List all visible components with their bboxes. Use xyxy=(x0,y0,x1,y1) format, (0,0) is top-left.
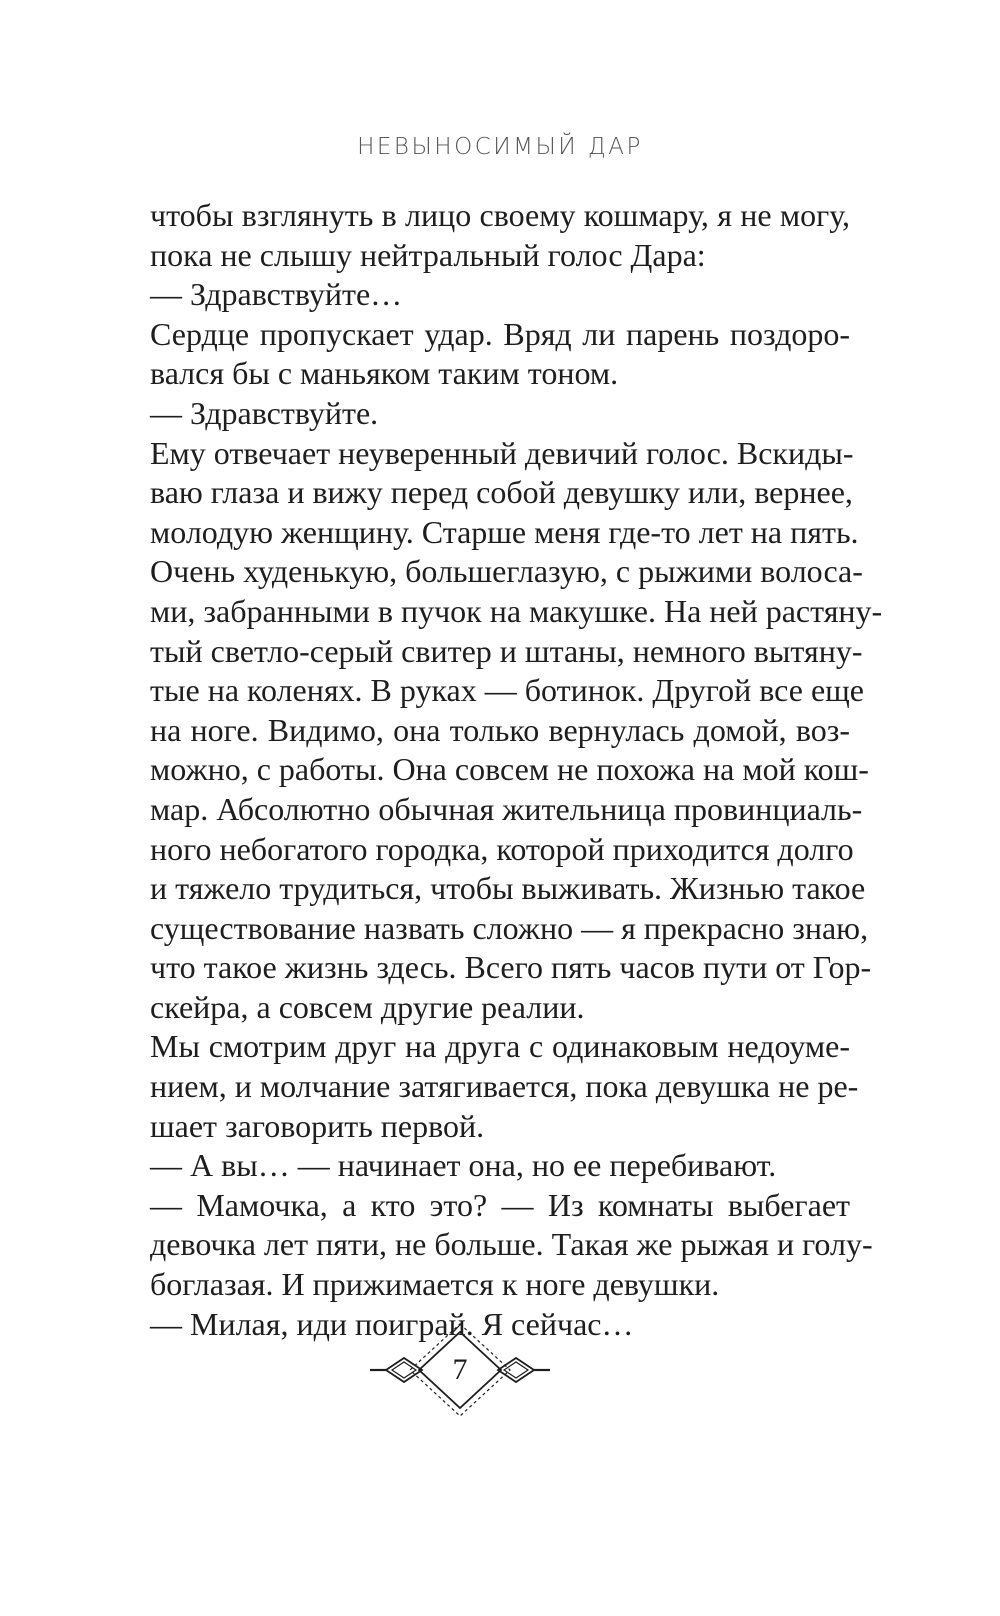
text-line: — Мамочка, а кто это? — Из комнаты выбегает xyxy=(150,1186,850,1223)
text-line: Очень худенькую, большеглазую, с рыжими волоса- xyxy=(150,553,863,590)
text-line: можно, с работы. Она совсем не похожа на мой кош- xyxy=(150,751,869,788)
text-line: — А вы… — начинает она, но ее перебивают. xyxy=(150,1147,777,1184)
text-line: скейра, а совсем другие реалии. xyxy=(150,988,585,1025)
text-line: что такое жизнь здесь. Всего пять часов пути от Гор- xyxy=(150,949,872,986)
text-line: на ноге. Видимо, она только вернулась домой, воз- xyxy=(150,711,850,748)
text-line: пока не слышу нейтральный голос Дара: xyxy=(150,236,706,273)
page-number: 7 xyxy=(452,1353,468,1386)
text-line: — Здравствуйте… xyxy=(150,276,403,313)
body-text xyxy=(150,196,883,1344)
text-line: шает заговорить первой. xyxy=(150,1107,485,1144)
text-line: — Здравствуйте. xyxy=(150,394,379,431)
text-line: — Милая, иди поиграй. Я сейчас… xyxy=(150,1305,634,1342)
text-line: вался бы с маньяком таким тоном. xyxy=(150,355,619,392)
running-title: НЕВЫНОСИМЫЙ ДАР xyxy=(357,134,643,160)
text-line: девочка лет пяти, не больше. Такая же рыжая и голу- xyxy=(150,1226,873,1263)
text-line: молодую женщину. Старше меня где-то лет на пять. xyxy=(150,513,859,550)
text-line: Мы смотрим друг на друга с одинаковым недоуме- xyxy=(150,1028,850,1065)
text-line: боглазая. И прижимается к ноге девушки. xyxy=(150,1266,720,1303)
text-line: чтобы взглянуть в лицо своему кошмару, я не могу, xyxy=(150,197,850,233)
text-line: ми, забранными в пучок на макушке. На ней растяну- xyxy=(150,592,883,629)
text-line: Ему отвечает неуверенный девичий голос. Вскиды- xyxy=(150,434,854,471)
text-line: тые на коленях. В руках — ботинок. Другой все еще xyxy=(150,672,864,709)
text-line: мар. Абсолютно обычная жительница провинциаль- xyxy=(150,790,863,827)
text-line: и тяжело трудиться, чтобы выживать. Жизнью такое xyxy=(150,870,866,907)
text-line: существование назвать сложно — я прекрасно знаю, xyxy=(150,909,869,946)
text-line: тый светло-серый свитер и штаны, немного вытяну- xyxy=(150,632,863,669)
text-line: нием, и молчание затягивается, пока девушка не ре- xyxy=(150,1068,859,1105)
page-number-ornament xyxy=(360,1320,560,1420)
text-line: ного небогатого городка, которой приходится долго xyxy=(150,830,854,867)
text-line: ваю глаза и вижу перед собой девушку или, вернее, xyxy=(150,474,853,511)
text-line: Сердце пропускает удар. Вряд ли парень поздоро- xyxy=(150,315,850,352)
